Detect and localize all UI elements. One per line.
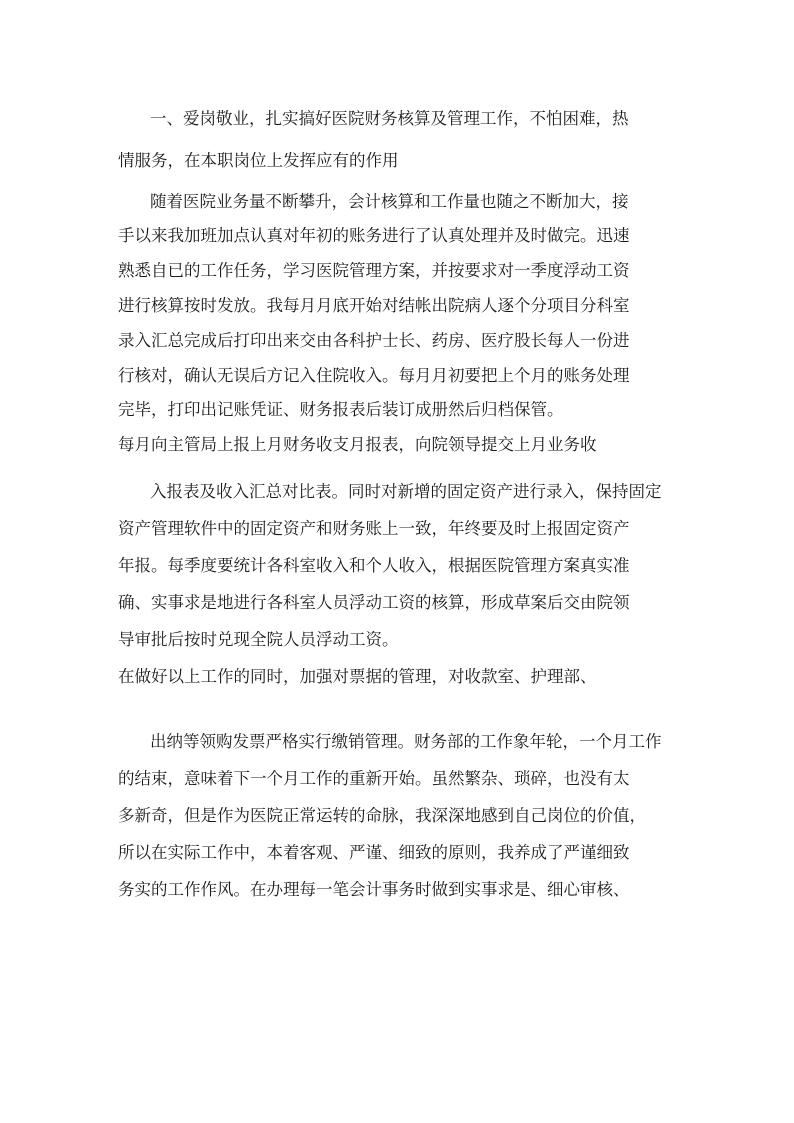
text-line: 出纳等领购发票严格实行缴销管理。财务部的工作象年轮，一个月工作 [150,732,662,751]
text-line [118,915,678,939]
text-line: 手以来我加班加点认真对年初的账务进行了认真处理并及时做完。迅速 [118,226,630,245]
text-line: 所以在实际工作中，本着客观、严谨、细致的原则，我养成了严谨细致 [118,843,630,862]
text-line: 在做好以上工作的同时，加强对票据的管理，对收款室、护理部、 [118,667,597,686]
text-line: 进行核算按时发放。我每月月底开始对结帐出院病人逐个分项目分科室 [118,296,630,315]
text-line: 行核对，确认无误后方记入住院收入。每月月初要把上个月的账务处理 [118,366,630,385]
text-line: 一、爱岗敬业，扎实搞好医院财务核算及管理工作，不怕困难，热 [150,109,629,128]
text-line: 随着医院业务量不断攀升，会计核算和工作量也随之不断加大，接 [150,192,629,211]
text-line: 导审批后按时兑现全院人员浮动工资。 [118,630,399,649]
text-line: 每月向主管局上报上月财务收支月报表，向院领导提交上月业务收 [118,435,597,454]
text-line: 情服务，在本职岗位上发挥应有的作用 [118,151,399,170]
text-line: 完毕，打印出记账凭证、财务报表后装订成册然后归档保管。 [118,400,564,419]
text-line: 录入汇总完成后打印出来交由各科护士长、药房、医疗股长每人一份进 [118,331,630,350]
text-line: 年报。每季度要统计各科室收入和个人收入，根据医院管理方案真实准 [118,556,630,575]
text-line: 多新奇，但是作为医院正常运转的命脉，我深深地感到自己岗位的价值， [118,806,646,825]
text-line: 资产管理软件中的固定资产和财务账上一致，年终要及时上报固定资产 [118,519,630,538]
text-line: 确、实事求是地进行各科室人员浮动工资的核算，形成草案后交由院领 [118,593,630,612]
text-line: 入报表及收入汇总对比表。同时对新增的固定资产进行录入，保持固定 [150,482,662,501]
text-line: 务实的工作作风。在办理每一笔会计事务时做到实事求是、细心审核、 [118,880,630,899]
text-line: 熟悉自已的工作任务，学习医院管理方案，并按要求对一季度浮动工资 [118,261,630,280]
text-line: 的结束，意味着下一个月工作的重新开始。虽然繁杂、琐碎，也没有太 [118,769,630,788]
